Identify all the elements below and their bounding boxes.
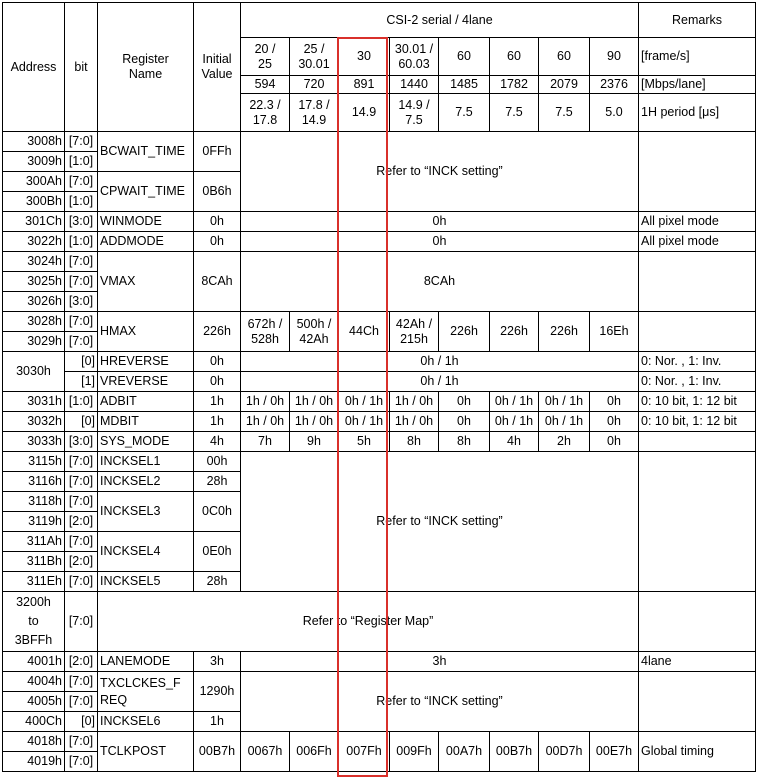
bit-cell: [1:0]	[65, 192, 98, 212]
fps-cell: 90	[590, 38, 639, 76]
fps-cell: 30	[339, 38, 390, 76]
setting-value: 009Fh	[390, 732, 439, 772]
initial-value: 0C0h	[194, 492, 241, 532]
initial-value: 00h	[194, 452, 241, 472]
period-cell: 5.0	[590, 94, 639, 132]
setting-value: 8h	[439, 432, 490, 452]
setting-value: 1h / 0h	[241, 392, 290, 412]
initial-value: 1h	[194, 712, 241, 732]
setting-value: 0h	[439, 392, 490, 412]
initial-value: 0h	[194, 372, 241, 392]
initial-value: 0FFh	[194, 132, 241, 172]
bit-cell: [7:0]	[65, 252, 98, 272]
period-cell: 7.5	[539, 94, 590, 132]
address-cell: 3116h	[3, 472, 65, 492]
register-name: SYS_MODE	[98, 432, 194, 452]
mbps-cell: 594	[241, 76, 290, 94]
register-name: BCWAIT_TIME	[98, 132, 194, 172]
initial-value: 0B6h	[194, 172, 241, 212]
address-cell: 3033h	[3, 432, 65, 452]
bit-cell: [1:0]	[65, 152, 98, 172]
setting-value: 0h / 1h	[339, 392, 390, 412]
register-name: HMAX	[98, 312, 194, 352]
address-cell: 300Bh	[3, 192, 65, 212]
period-cell: 7.5	[439, 94, 490, 132]
setting-value: 0h / 1h	[339, 412, 390, 432]
remark-cell	[639, 592, 756, 652]
setting-value: 0h / 1h	[539, 392, 590, 412]
register-name: INCKSEL1	[98, 452, 194, 472]
setting-value: 8h	[390, 432, 439, 452]
bit-cell: [7:0]	[65, 272, 98, 292]
bit-cell: [1:0]	[65, 392, 98, 412]
bit-cell: [2:0]	[65, 552, 98, 572]
fps-cell: 20 / 25	[241, 38, 290, 76]
header-register-name: Register Name	[98, 3, 194, 132]
setting-value: 0h / 1h	[490, 412, 539, 432]
remark-cell	[639, 432, 756, 452]
bit-cell: [2:0]	[65, 512, 98, 532]
mbps-cell: 2376	[590, 76, 639, 94]
initial-value: 0h	[194, 232, 241, 252]
mbps-cell: 1485	[439, 76, 490, 94]
bit-cell: [7:0]	[65, 332, 98, 352]
address-cell: 3022h	[3, 232, 65, 252]
remark-cell: 0: Nor. , 1: Inv.	[639, 352, 756, 372]
address-cell: 3028h	[3, 312, 65, 332]
inck-note: Refer to “INCK setting”	[241, 132, 639, 212]
register-name: INCKSEL6	[98, 712, 194, 732]
bit-cell: [7:0]	[65, 752, 98, 772]
period-cell: 17.8 / 14.9	[290, 94, 339, 132]
register-name: ADBIT	[98, 392, 194, 412]
remark-cell: 4lane	[639, 652, 756, 672]
fps-cell: 60	[539, 38, 590, 76]
header-initial-value: Initial Value	[194, 3, 241, 132]
address-cell: 311Ah	[3, 532, 65, 552]
address-cell: 3118h	[3, 492, 65, 512]
setting-value: 8CAh	[241, 252, 639, 312]
address-cell: 3008h	[3, 132, 65, 152]
address-cell: 3031h	[3, 392, 65, 412]
inck-note: Refer to “INCK setting”	[241, 672, 639, 732]
header-bit: bit	[65, 3, 98, 132]
initial-value: 226h	[194, 312, 241, 352]
address-cell: 4001h	[3, 652, 65, 672]
remark-cell	[639, 132, 756, 212]
setting-value: 0h	[241, 232, 639, 252]
address-cell: 4018h	[3, 732, 65, 752]
remark-cell	[639, 452, 756, 592]
register-name: LANEMODE	[98, 652, 194, 672]
register-name: INCKSEL3	[98, 492, 194, 532]
address-cell: 3026h	[3, 292, 65, 312]
setting-value: 0h / 1h	[241, 352, 639, 372]
mbps-cell: 1782	[490, 76, 539, 94]
remark-cell	[639, 252, 756, 312]
remark-cell: 0: 10 bit, 1: 12 bit	[639, 392, 756, 412]
setting-value: 44Ch	[339, 312, 390, 352]
register-name: TCLKPOST	[98, 732, 194, 772]
address-cell: 4004h	[3, 672, 65, 692]
setting-value: 0h / 1h	[241, 372, 639, 392]
register-name: CPWAIT_TIME	[98, 172, 194, 212]
remark-cell: All pixel mode	[639, 232, 756, 252]
register-name: INCKSEL4	[98, 532, 194, 572]
address-cell: 3119h	[3, 512, 65, 532]
address-cell: 4019h	[3, 752, 65, 772]
period-unit: 1H period [μs]	[639, 94, 756, 132]
setting-value: 3h	[241, 652, 639, 672]
setting-value: 007Fh	[339, 732, 390, 772]
mbps-cell: 2079	[539, 76, 590, 94]
setting-value: 9h	[290, 432, 339, 452]
address-cell: 3024h	[3, 252, 65, 272]
initial-value: 8CAh	[194, 252, 241, 312]
bit-cell: [7:0]	[65, 672, 98, 692]
mbps-cell: 1440	[390, 76, 439, 94]
bit-cell: [7:0]	[65, 312, 98, 332]
bit-cell: [7:0]	[65, 132, 98, 152]
mbps-cell: 891	[339, 76, 390, 94]
remark-cell: Global timing	[639, 732, 756, 772]
setting-value: 0h	[241, 212, 639, 232]
bit-cell: [7:0]	[65, 532, 98, 552]
remark-cell: All pixel mode	[639, 212, 756, 232]
header-csi2-group: CSI-2 serial / 4lane	[241, 3, 639, 38]
setting-value: 226h	[439, 312, 490, 352]
bit-cell: [3:0]	[65, 432, 98, 452]
setting-value: 226h	[539, 312, 590, 352]
initial-value: 0h	[194, 212, 241, 232]
register-name: MDBIT	[98, 412, 194, 432]
bit-cell: [0]	[65, 712, 98, 732]
setting-value: 0h	[439, 412, 490, 432]
bit-cell: [7:0]	[65, 472, 98, 492]
initial-value: 00B7h	[194, 732, 241, 772]
mbps-unit: [Mbps/lane]	[639, 76, 756, 94]
setting-value: 00E7h	[590, 732, 639, 772]
setting-value: 1h / 0h	[290, 392, 339, 412]
bit-cell: [7:0]	[65, 492, 98, 512]
register-name: TXCLCKES_F REQ	[98, 672, 194, 712]
address-cell: 3032h	[3, 412, 65, 432]
initial-value: 4h	[194, 432, 241, 452]
bit-cell: [7:0]	[65, 172, 98, 192]
register-name: VMAX	[98, 252, 194, 312]
setting-value: 226h	[490, 312, 539, 352]
address-cell: 3115h	[3, 452, 65, 472]
bit-cell: [7:0]	[65, 572, 98, 592]
setting-value: 0h / 1h	[490, 392, 539, 412]
setting-value: 500h / 42Ah	[290, 312, 339, 352]
fps-cell: 60	[439, 38, 490, 76]
inck-note: Refer to “INCK setting”	[241, 452, 639, 592]
setting-value: 0h / 1h	[539, 412, 590, 432]
bit-cell: [1]	[65, 372, 98, 392]
initial-value: 1h	[194, 392, 241, 412]
setting-value: 5h	[339, 432, 390, 452]
setting-value: 00D7h	[539, 732, 590, 772]
initial-value: 28h	[194, 572, 241, 592]
register-name: ADDMODE	[98, 232, 194, 252]
fps-unit: [frame/s]	[639, 38, 756, 76]
setting-value: 0h	[590, 392, 639, 412]
address-cell: 3029h	[3, 332, 65, 352]
fps-cell: 30.01 / 60.03	[390, 38, 439, 76]
setting-value: 1h / 0h	[241, 412, 290, 432]
setting-value: 1h / 0h	[290, 412, 339, 432]
period-cell: 14.9 / 7.5	[390, 94, 439, 132]
bit-cell: [7:0]	[65, 592, 98, 652]
setting-value: 42Ah / 215h	[390, 312, 439, 352]
setting-value: 0h	[590, 432, 639, 452]
setting-value: 1h / 0h	[390, 392, 439, 412]
remark-cell: 0: Nor. , 1: Inv.	[639, 372, 756, 392]
mbps-cell: 720	[290, 76, 339, 94]
register-name: HREVERSE	[98, 352, 194, 372]
register-name: VREVERSE	[98, 372, 194, 392]
address-cell: 3200h to 3BFFh	[3, 592, 65, 652]
register-table	[2, 2, 756, 772]
setting-value: 0h	[590, 412, 639, 432]
address-cell: 311Eh	[3, 572, 65, 592]
header-remarks: Remarks	[639, 3, 756, 38]
initial-value: 1h	[194, 412, 241, 432]
initial-value: 28h	[194, 472, 241, 492]
fps-cell: 60	[490, 38, 539, 76]
bit-cell: [3:0]	[65, 212, 98, 232]
setting-value: 2h	[539, 432, 590, 452]
bit-cell: [0]	[65, 412, 98, 432]
setting-value: 4h	[490, 432, 539, 452]
remark-cell	[639, 312, 756, 352]
address-cell: 4005h	[3, 692, 65, 712]
address-cell: 3025h	[3, 272, 65, 292]
regmap-note: Refer to “Register Map”	[98, 592, 639, 652]
bit-cell: [2:0]	[65, 652, 98, 672]
setting-value: 7h	[241, 432, 290, 452]
bit-cell: [7:0]	[65, 692, 98, 712]
address-cell: 400Ch	[3, 712, 65, 732]
remark-cell	[639, 672, 756, 732]
setting-value: 16Eh	[590, 312, 639, 352]
period-cell: 14.9	[339, 94, 390, 132]
fps-cell: 25 / 30.01	[290, 38, 339, 76]
bit-cell: [7:0]	[65, 452, 98, 472]
setting-value: 1h / 0h	[390, 412, 439, 432]
address-cell: 301Ch	[3, 212, 65, 232]
setting-value: 672h / 528h	[241, 312, 290, 352]
register-name: WINMODE	[98, 212, 194, 232]
address-cell: 311Bh	[3, 552, 65, 572]
setting-value: 006Fh	[290, 732, 339, 772]
period-cell: 22.3 / 17.8	[241, 94, 290, 132]
period-cell: 7.5	[490, 94, 539, 132]
bit-cell: [3:0]	[65, 292, 98, 312]
setting-value: 0067h	[241, 732, 290, 772]
initial-value: 0E0h	[194, 532, 241, 572]
setting-value: 00A7h	[439, 732, 490, 772]
address-cell: 300Ah	[3, 172, 65, 192]
address-cell: 3030h	[3, 352, 65, 392]
initial-value: 0h	[194, 352, 241, 372]
remark-cell: 0: 10 bit, 1: 12 bit	[639, 412, 756, 432]
bit-cell: [7:0]	[65, 732, 98, 752]
register-name: INCKSEL5	[98, 572, 194, 592]
bit-cell: [0]	[65, 352, 98, 372]
initial-value: 3h	[194, 652, 241, 672]
bit-cell: [1:0]	[65, 232, 98, 252]
address-cell: 3009h	[3, 152, 65, 172]
setting-value: 00B7h	[490, 732, 539, 772]
register-name: INCKSEL2	[98, 472, 194, 492]
initial-value: 1290h	[194, 672, 241, 712]
header-address: Address	[3, 3, 65, 132]
